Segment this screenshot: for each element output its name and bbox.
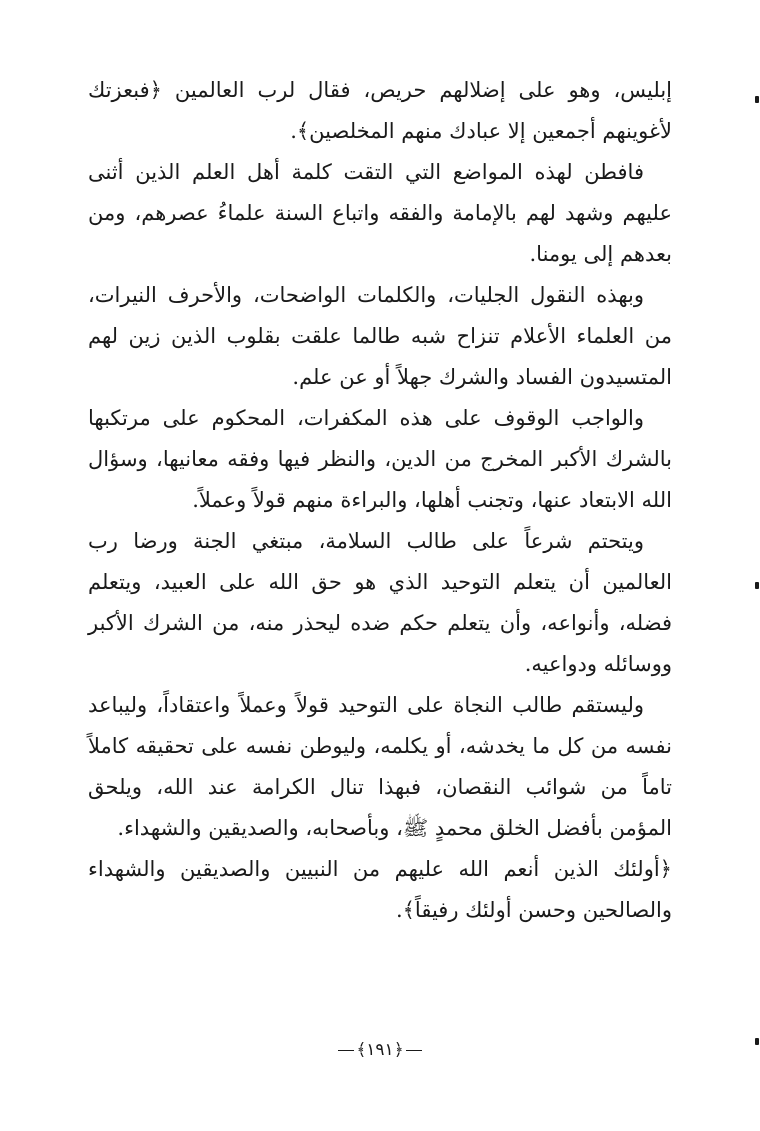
scan-edge-mark-bottom [755, 1038, 759, 1045]
body-text [88, 70, 672, 931]
page-number: ١٩١ [366, 1040, 394, 1060]
paragraph-steadfast: وليستقم طالب النجاة على التوحيد قولاً وعملاً واعتقاداً، وليباعد نفسه من كل ما يخدشه، أو يكلمه، وليوطن نفسه على تحقيقه كاملاً تاماً من شوائب النقصان، فبهذا تنال الكرامة عند الله، ويلحق المؤمن بأفضل الخلق محمدٍ ﷺ، وبأصحابه، والصديقين والشهداء. [88, 693, 672, 840]
scan-edge-mark-top [755, 96, 759, 103]
paragraph-duty: والواجب الوقوف على هذه المكفرات، المحكوم على مرتكبها بالشرك الأكبر المخرج من الدين، والنظر فيها وفقه معانيها، وسؤال الله الابتعاد عنها، وتجنب أهلها، والبراءة منهم قولاً وعملاً. [88, 406, 672, 512]
paragraph-obligation: ويتحتم شرعاً على طالب السلامة، مبتغي الجنة ورضا رب العالمين أن يتعلم التوحيد الذي هو حق الله على العبيد، ويتعلم فضله، وأنواعه، وأن يتعلم حكم ضده ليحذر منه، من الشرك الأكبر ووسائله ودواعيه. [88, 529, 672, 676]
paragraph-quotations: وبهذه النقول الجليات، والكلمات الواضحات، والأحرف النيرات، من العلماء الأعلام تنزاح شبه طالما علقت بقلوب الذين زين لهم المتسيدون الفساد والشرك جهلاً أو عن علم. [88, 283, 672, 389]
page-number-footer [0, 1038, 760, 1062]
folio-bracket-right: ﴾ [356, 1040, 367, 1060]
scan-edge-mark-middle [755, 582, 759, 589]
paragraph-scholars: فافطن لهذه المواضع التي التقت كلمة أهل العلم الذين أثنى عليهم وشهد لهم بالإمامة والفقه واتباع السنة علماءُ عصرهم، ومن بعدهم إلى يومنا. [88, 160, 672, 266]
folio-dash-left [406, 1050, 422, 1051]
folio-bracket-left: ﴿ [393, 1040, 404, 1060]
paragraph-continuation: إبليس، وهو على إضلالهم حريص، فقال لرب العالمين ﴿فبعزتك لأغوينهم أجمعين إلا عبادك منهم المخلصين﴾. [88, 78, 672, 143]
folio-dash-right [338, 1050, 354, 1051]
paragraph-verse: ﴿أولئك الذين أنعم الله عليهم من النبيين والصديقين والشهداء والصالحين وحسن أولئك رفيقاً﴾. [88, 857, 672, 922]
